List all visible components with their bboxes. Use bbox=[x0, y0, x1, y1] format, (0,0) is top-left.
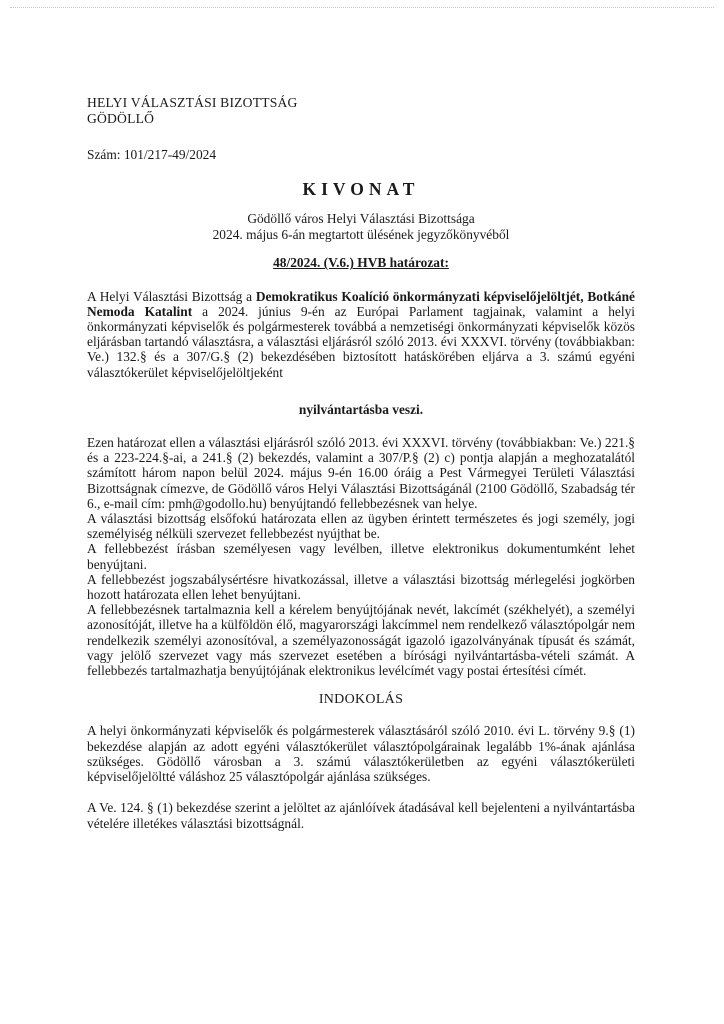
reference-number: Szám: 101/217-49/2024 bbox=[87, 147, 217, 162]
document-title: KIVONAT bbox=[302, 179, 420, 200]
reasoning-paragraph: A Ve. 124. § (1) bekezdése szerint a jelöltet az ajánlóívek átadásával kell bejelenteni a nyilvántartásba vételére illetékes választási bizottságnál. bbox=[87, 800, 635, 831]
reasoning-paragraph: A helyi önkormányzati képviselők és polgármesterek választásáról szóló 2010. évi L. törvény 9.§ (1) bekezdése alapján az adott egyéni választókerület választópolgárainak legalább 1%-ának ajánlása szükséges. Gödöllő városban a 3. számú választókerületben az egyéni választókerületi képviselőjelöltté váláshoz 25 választópolgár ajánlása szükséges. bbox=[87, 723, 635, 785]
resolution-number: 48/2024. (V.6.) HVB határozat: bbox=[273, 255, 449, 271]
remedy-section bbox=[87, 435, 635, 678]
remedy-paragraph: A fellebbezésnek tartalmaznia kell a kérelem benyújtójának nevét, lakcímét (székhelyét), a személyi azonosítóját, illetve ha a külföldön élő, magyarországi lakcímmel nem rendelkező választópolgár nem rendelkezik személyi azonosítóval, a személyazonosságát igazoló igazolványának típusát és számát, vagy jelölő szervezet vagy más szervezet esetében a bírósági nyilvántartásba-vételi számát. A fellebbezés tartalmazhatja benyújtójának elektronikus levélcímét vagy postai értesítési címét. bbox=[87, 602, 635, 679]
intro-pre: A Helyi Választási Bizottság a bbox=[87, 288, 256, 304]
intro-post: a 2024. június 9-én az Európai Parlament tagjainak, valamint a helyi önkormányzati képviselők és polgármesterek továbbá a nemzetiségi önkormányzati képviselők közös eljárásban tartandó választásra, a választási eljárásról szóló 2013. évi XXXVI. törvény (továbbiakban: Ve.) 132.§ és a 307/G.§ (2) bekezdésében biztosított hatáskörében eljárva a 3. számú egyéni választókerület képviselőjelöltjeként bbox=[87, 303, 635, 380]
candidate-name: Demokratikus Koalíció önkormányzati képviselőjelöltjét, Botkáné Nemoda Katalint bbox=[87, 288, 635, 319]
remedy-paragraph: A választási bizottság elsőfokú határozata ellen az ügyben érintett természetes és jogi személy, jogi személyiség nélküli szervezet fellebbezést nyújthat be. bbox=[87, 511, 635, 542]
subtitle-line-2: 2024. május 6-án megtartott ülésének jegyzőkönyvéből bbox=[212, 227, 510, 243]
remedy-paragraph: A fellebbezést jogszabálysértésre hivatkozással, illetve a választási bizottság mérlegelési jogkörben hozott határozata ellen lehet benyújtani. bbox=[87, 571, 635, 603]
intro-paragraph bbox=[87, 289, 635, 380]
issuer-city: GÖDÖLLŐ bbox=[87, 111, 155, 126]
remedy-paragraph: Ezen határozat ellen a választási eljárásról szóló 2013. évi XXXVI. törvény (továbbiakban: Ve.) 221.§ és a 223-224.§-ai, a 241.§ (2) bekezdés, valamint a 307/P.§ (2) c) pontja alapján a meghozatalától számított három napon belül 2024. május 9-én 16.00 óráig a Pest Vármegyei Területi Választási Bizottságnak címezve, de Gödöllő város Helyi Választási Bizottságánál (2100 Gödöllő, Szabadság tér 6., e-mail cím: pmh@godollo.hu) benyújtandó fellebbezésnek van helye. bbox=[87, 435, 635, 511]
scan-top-line bbox=[10, 7, 714, 8]
reasoning-title: INDOKOLÁS bbox=[318, 692, 404, 708]
document-subtitle bbox=[87, 211, 635, 243]
decision-text: nyilvántartásba veszi. bbox=[298, 401, 424, 417]
issuer-header bbox=[87, 95, 635, 127]
remedy-paragraph: A fellebbezést írásban személyesen vagy levélben, illetve elektronikus dokumentumként lehet benyújtani. bbox=[87, 541, 635, 572]
document-content bbox=[87, 95, 635, 831]
subtitle-line-1: Gödöllő város Helyi Választási Bizottsága bbox=[247, 211, 475, 227]
issuer-name: HELYI VÁLASZTÁSI BIZOTTSÁG bbox=[87, 95, 298, 110]
